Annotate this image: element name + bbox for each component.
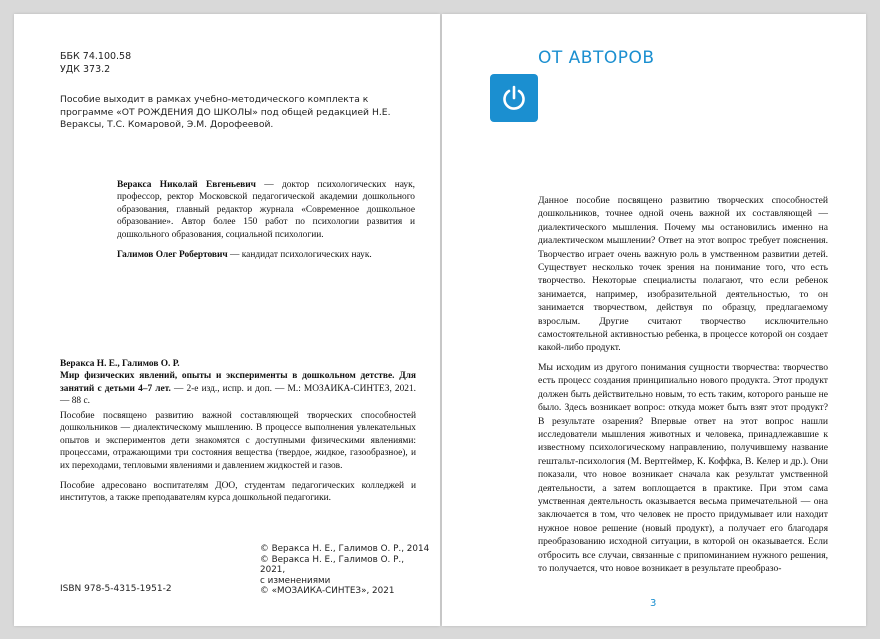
body-paragraph-1: Данное пособие посвящено развитию творческих способностей дошкольников, точнее одной очень важной их составляющей — диалектического мышления. Почему мы остановились именно на диалектическом мышлении? Ответ на этот вопрос требует пояснения. Творчество играет очень важную роль в умственном развитии детей. Существует несколько точек зрения на понимание того, что есть творчество. Некоторые специалисты полагают, что если ребенок занимается, например, изобразительной деятельностью, то он занимается творчеством, действуя по образцу, предлагаемому взрослым. Другие считают творчество исключительно самостоятельной активностью ребенка, в процессе которой он создает какой-либо продукт. <box>538 195 828 354</box>
bibliographic-record <box>60 358 416 408</box>
classification-codes <box>60 50 131 76</box>
power-icon <box>499 83 529 113</box>
bib-title <box>60 370 416 407</box>
author-text-2: — кандидат психологических наук. <box>227 250 372 261</box>
udk-code: УДК 373.2 <box>60 64 111 75</box>
author-name-2: Галимов Олег Робертович <box>117 250 228 261</box>
bib-title-bold: Мир физических явлений, опыты и эксперименты в дошкольном детстве. Для занятий с детьми 4–7 лет. <box>60 371 416 394</box>
right-page <box>442 14 866 626</box>
author-bio-1 <box>117 179 415 241</box>
copyright-line-4: © «МОЗАИКА-СИНТЕЗ», 2021 <box>260 586 395 597</box>
author-bio-2 <box>117 249 415 261</box>
abstract <box>60 410 416 513</box>
abstract-paragraph-2: Пособие адресовано воспитателям ДОО, студентам педагогических колледжей и институтов, а также преподавателям курса дошкольной педагогики. <box>60 481 416 504</box>
copyright-line-2: © Веракса Н. Е., Галимов О. Р., 2021, <box>260 554 405 576</box>
copyright-block <box>260 544 430 597</box>
bbk-code: ББК 74.100.58 <box>60 51 132 62</box>
author-name-1: Веракса Николай Евгеньевич <box>117 180 256 190</box>
author-text-1: — доктор психологических наук, профессор, ректор Московской педагогической академии дошкольного образования, главный редактор журнала «Современное дошкольное образование». Автор более 150 работ по психологии развития и дошкольного образования, социальной психологии. <box>117 180 415 240</box>
body-paragraph-2: Мы исходим из другого понимания сущности творчества: творчество есть процесс создания принципиально нового продукта. Этот продукт должен быть действительно новым, то есть таким, которого раньше не было. Здесь возникает вопрос: откуда может быть взят этот продукт? В результате озарения? Впервые ответ на этот вопрос нашли исследователи мышления животных и человека, принадлежавшие к известному психологическому направлению, получившему название гештальт-психология (М. Вертгеймер, К. Коффка, В. Келер и др.). Они показали, что новое возникает сначала как результат умственной деятельности, а затем воплощается в практике. При этом сама умственная деятельность оказывается весьма примечательной — она заключается в том, что человек не просто придумывает или находит нужное новое решение (новый продукт), а получает его благодаря преобразованию исходной ситуации, в которой он оказывается. Если отбросить все случаи, связанные с припоминанием нужного решения, то получается, что новое возникает в результате преобразо- <box>538 361 828 574</box>
author-bios <box>117 179 415 269</box>
bib-authors: Веракса Н. Е., Галимов О. Р. <box>60 359 180 369</box>
copyright-line-1: © Веракса Н. Е., Галимов О. Р., 2014 <box>260 544 430 554</box>
copyright-line-3: с изменениями <box>260 575 331 586</box>
bib-title-rest: — 2-е изд., испр. и доп. — М.: МОЗАИКА-СИНТЕЗ, 2021. — 88 с. <box>60 383 417 407</box>
section-badge <box>490 74 538 122</box>
body-text <box>538 194 828 581</box>
isbn: ISBN 978-5-4315-1951-2 <box>60 584 172 594</box>
abstract-paragraph-1: Пособие посвящено развитию важной составляющей творческих способностей дошкольников — диалектическому мышлению. В процессе выполнения увлекательных опытов и экспериментов дети знакомятся с доступными физическими явлениями: процессами, отражающими три состояния вещества (твердое, жидкое, газообразное), и их переходами, тепловыми явлениями и давлением жидкостей и газов. <box>60 411 416 471</box>
left-page <box>14 14 440 626</box>
page-number: 3 <box>650 598 657 609</box>
series-note: Пособие выходит в рамках учебно-методического комплекта к программе «ОТ РОЖДЕНИЯ ДО ШКОЛЫ» под общей редакцией Н.Е. Вераксы, Т.С. Комаровой, Э.М. Дорофеевой. <box>60 94 391 131</box>
section-heading: ОТ АВТОРОВ <box>538 48 655 68</box>
